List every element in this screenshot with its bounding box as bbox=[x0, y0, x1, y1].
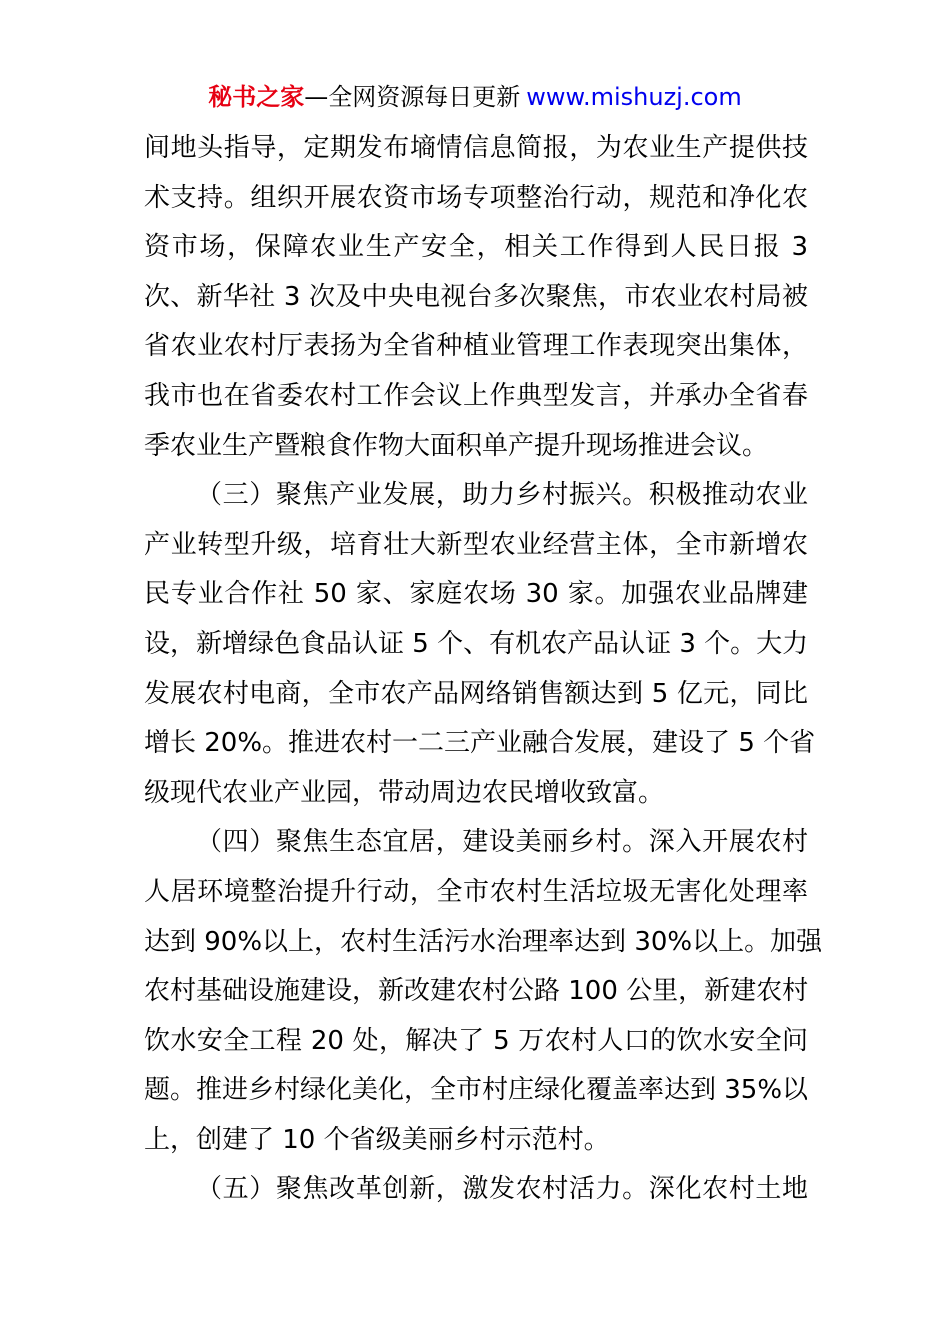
brand-name: 秘书之家 bbox=[208, 83, 305, 111]
text-line: 人居环境整治提升行动，全市农村生活垃圾无害化处理率 bbox=[144, 876, 808, 907]
text-line: 我市也在省委农村工作会议上作典型发言，并承办全省春 bbox=[144, 380, 808, 411]
text-line: 省农业农村厅表扬为全省种植业管理工作表现突出集体， bbox=[144, 331, 808, 362]
text-line: 民专业合作社 50 家、家庭农场 30 家。加强农业品牌建 bbox=[144, 579, 808, 610]
text-line: （三）聚焦产业发展，助力乡村振兴。积极推动农业 bbox=[196, 480, 808, 511]
text-line: 季农业生产暨粮食作物大面积单产提升现场推进会议。 bbox=[144, 430, 769, 461]
page-header bbox=[0, 80, 950, 114]
text-line: 产业转型升级，培育壮大新型农业经营主体，全市新增农 bbox=[144, 529, 808, 560]
text-line: 达到 90%以上，农村生活污水治理率达到 30%以上。加强 bbox=[144, 926, 823, 957]
text-line: （五）聚焦改革创新，激发农村活力。深化农村土地 bbox=[196, 1174, 808, 1205]
text-line: 术支持。组织开展农资市场专项整治行动，规范和净化农 bbox=[144, 182, 808, 213]
site-url-link[interactable]: www.mishuzj.com bbox=[526, 83, 742, 111]
paragraph-section-5 bbox=[144, 1165, 808, 1215]
text-line: 题。推进乡村绿化美化，全市村庄绿化覆盖率达到 35%以 bbox=[144, 1075, 809, 1106]
text-line: 饮水安全工程 20 处，解决了 5 万农村人口的饮水安全问 bbox=[144, 1025, 808, 1056]
text-line: 设，新增绿色食品认证 5 个、有机农产品认证 3 个。大力 bbox=[144, 628, 809, 659]
header-tagline: —全网资源每日更新 bbox=[304, 83, 521, 111]
text-line: 农村基础设施建设，新改建农村公路 100 公里，新建农村 bbox=[144, 976, 809, 1007]
document-body bbox=[144, 124, 823, 1215]
paragraph-section-3 bbox=[144, 471, 816, 818]
paragraph-continuation bbox=[144, 124, 808, 471]
text-line: 级现代农业产业园，带动周边农民增收致富。 bbox=[144, 777, 665, 808]
text-line: 次、新华社 3 次及中央电视台多次聚焦，市农业农村局被 bbox=[144, 281, 808, 312]
text-line: 间地头指导，定期发布墒情信息简报，为农业生产提供技 bbox=[144, 133, 808, 163]
text-line: 发展农村电商，全市农产品网络销售额达到 5 亿元，同比 bbox=[144, 678, 808, 709]
text-line: 上，创建了 10 个省级美丽乡村示范村。 bbox=[144, 1124, 610, 1155]
text-line: 增长 20%。推进农村一二三产业融合发展，建设了 5 个省 bbox=[144, 728, 816, 759]
paragraph-section-4 bbox=[144, 818, 823, 1165]
text-line: （四）聚焦生态宜居，建设美丽乡村。深入开展农村 bbox=[196, 827, 808, 858]
text-line: 资市场，保障农业生产安全，相关工作得到人民日报 3 bbox=[144, 232, 808, 263]
